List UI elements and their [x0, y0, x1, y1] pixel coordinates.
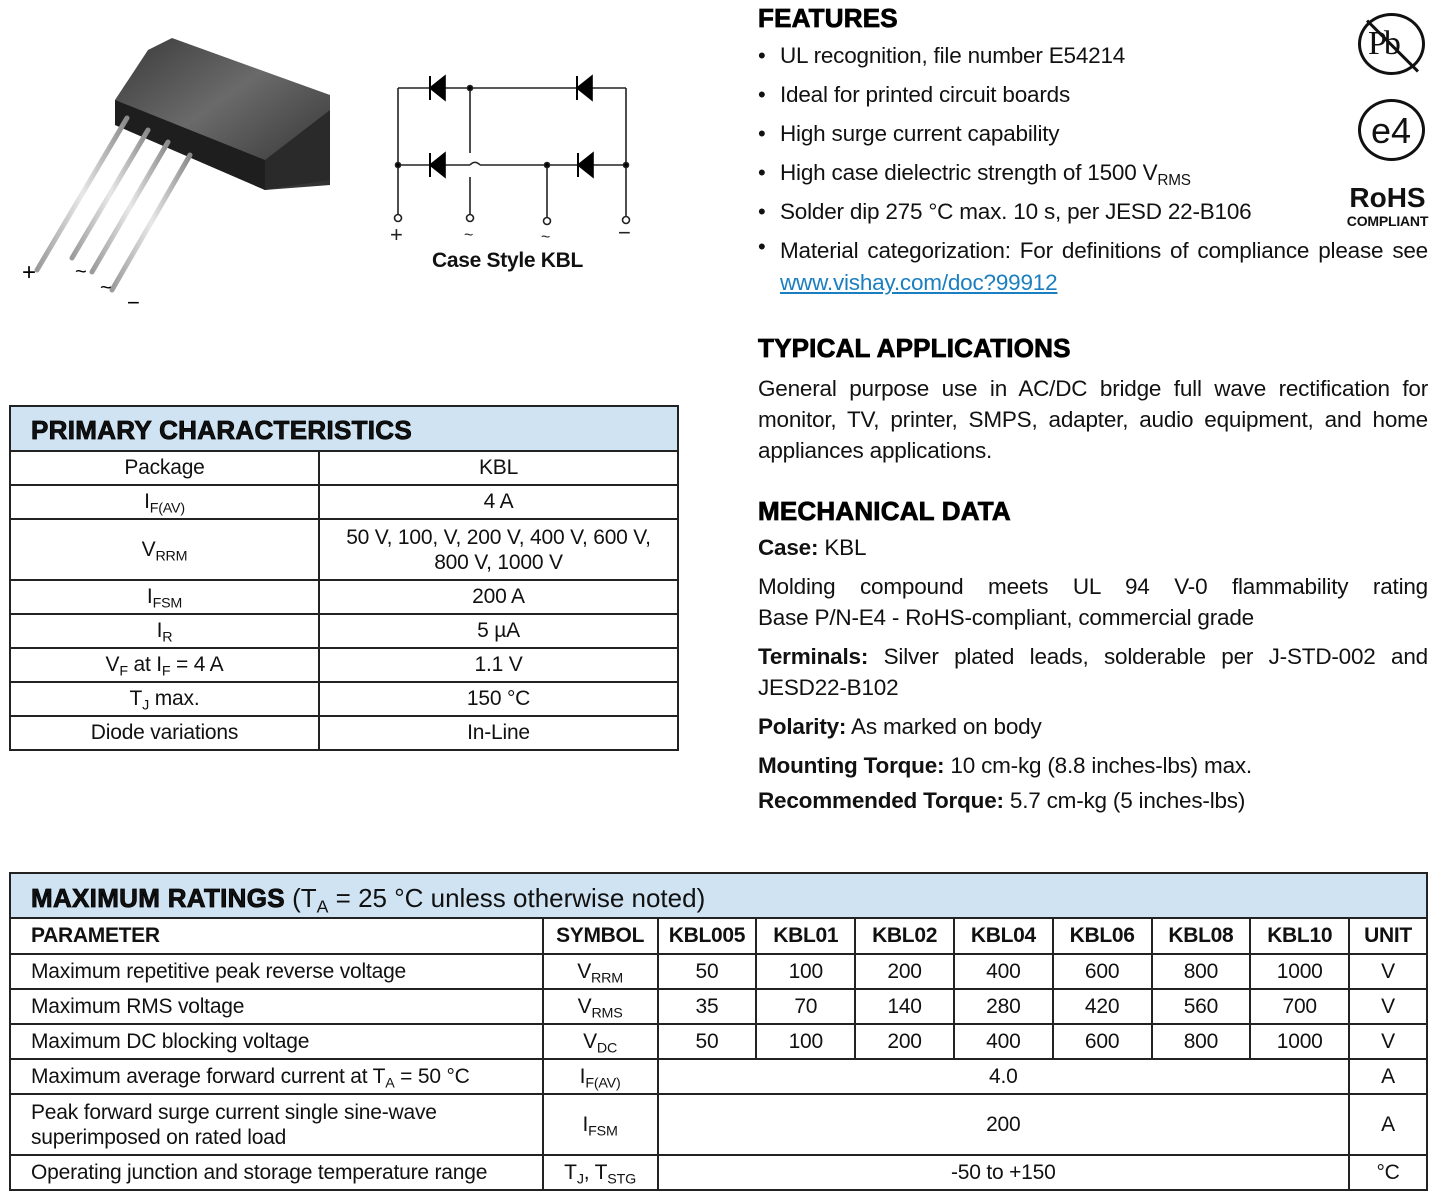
col-header-parameter: PARAMETER	[10, 918, 543, 954]
value-cell: 800	[1152, 954, 1251, 989]
row-key: $I_{F(AV)}$	[10, 485, 319, 519]
unit-cell: V	[1349, 954, 1427, 989]
mounting-torque-line: Mounting Torque: 10 cm-kg (8.8 inches-lbs) max.	[758, 753, 1252, 778]
col-header-kbl02: KBL02	[855, 918, 954, 954]
symbol-cell: $T_J$, $T_{STG}$	[543, 1155, 658, 1190]
pb-free-badge	[1358, 13, 1425, 75]
unit-cell: V	[1349, 989, 1427, 1024]
value-cell: 1000	[1250, 1024, 1349, 1059]
schematic-label-minus: −	[618, 220, 631, 245]
param-cell: Maximum average forward current at $T_A = 50$ °C	[10, 1059, 543, 1094]
table-row	[10, 519, 678, 580]
col-header-symbol: SYMBOL	[543, 918, 658, 954]
table-row	[10, 451, 678, 485]
recommended-torque-line: Recommended Torque: 5.7 cm-kg (5 inches-lbs)	[758, 788, 1246, 813]
value-cell: 400	[954, 954, 1053, 989]
rohs-compliant-label: COMPLIANT	[1346, 213, 1429, 229]
feature-item: • High case dielectric strength of 1500 $V_{RMS}$	[758, 153, 1428, 192]
lead-1	[37, 118, 127, 270]
row-value: KBL	[319, 451, 678, 485]
table-row	[10, 580, 678, 614]
param-cell: Maximum DC blocking voltage	[10, 1024, 543, 1059]
rohs-badge	[1345, 183, 1430, 229]
molding-line: Molding compound meets UL 94 V-0 flammability rating Base P/N-E4 - RoHS-compliant, commercial grade	[758, 574, 1428, 630]
row-value: 1.1 V	[319, 648, 678, 682]
param-cell: Maximum repetitive peak reverse voltage	[10, 954, 543, 989]
row-value: 150 °C	[319, 682, 678, 716]
param-cell: Maximum RMS voltage	[10, 989, 543, 1024]
bridge-rectifier-photo	[0, 0, 360, 320]
col-header-kbl10: KBL10	[1250, 918, 1349, 954]
row-key: $V_{RRM}$	[10, 519, 319, 580]
col-header-kbl08: KBL08	[1152, 918, 1251, 954]
unit-cell: V	[1349, 1024, 1427, 1059]
feature-item: • Material categorization: For definitions of compliance please see www.vishay.com/doc?99912	[758, 231, 1428, 299]
table-row	[10, 648, 678, 682]
symbol-cell: $I_{FSM}$	[543, 1094, 658, 1155]
symbol-cell: $V_{RMS}$	[543, 989, 658, 1024]
primary-characteristics-table	[9, 405, 679, 751]
value-cell: 140	[855, 989, 954, 1024]
col-header-kbl04: KBL04	[954, 918, 1053, 954]
symbol-cell: $V_{DC}$	[543, 1024, 658, 1059]
row-value: 4 A	[319, 485, 678, 519]
row-key: $V_F$ at $I_F = 4$ A	[10, 648, 319, 682]
features-list	[758, 36, 1428, 299]
ratings-table-title: MAXIMUM RATINGS ($T_A = 25$ °C unless otherwise noted)	[10, 873, 1427, 918]
symbol-cell: $V_{RRM}$	[543, 954, 658, 989]
applications-section	[758, 333, 1428, 466]
row-value: 5 µA	[319, 614, 678, 648]
value-cell: 600	[1053, 1024, 1152, 1059]
applications-text: General purpose use in AC/DC bridge full wave rectification for monitor, TV, printer, SMPS, adapter, audio equipment, and home appliances applications.	[758, 376, 1428, 463]
schematic-label-plus: +	[390, 222, 403, 245]
schematic-label-ac1: ~	[464, 227, 474, 244]
rohs-label: RoHS	[1349, 182, 1426, 213]
feature-item: • Solder dip 275 °C max. 10 s, per JESD 22-B106	[758, 192, 1428, 231]
diode-bottom-right	[578, 153, 593, 177]
row-key: $T_J$ max.	[10, 682, 319, 716]
row-key: Diode variations	[10, 716, 319, 750]
value-cell: 50	[658, 954, 757, 989]
compliance-link[interactable]: www.vishay.com/doc?99912	[780, 270, 1058, 295]
primary-table-title: PRIMARY CHARACTERISTICS	[10, 406, 678, 451]
maximum-ratings-table	[9, 872, 1428, 1191]
param-cell: Operating junction and storage temperature range	[10, 1155, 543, 1190]
param-cell: Peak forward surge current single sine-wave superimposed on rated load	[10, 1094, 543, 1155]
col-header-kbl005: KBL005	[658, 918, 757, 954]
case-style-label: Case Style KBL	[432, 249, 584, 272]
table-row	[10, 1024, 1427, 1059]
terminals-line: Terminals: Silver plated leads, solderable per J-STD-002 and JESD22-B102	[758, 644, 1428, 700]
col-header-kbl01: KBL01	[756, 918, 855, 954]
diode-bottom-left	[430, 153, 445, 177]
value-cell: 280	[954, 989, 1053, 1024]
span-value-cell: 200	[658, 1094, 1350, 1155]
row-key: $I_R$	[10, 614, 319, 648]
pin-label-plus: +	[22, 259, 37, 286]
e4-badge	[1358, 99, 1425, 161]
diode-top-right	[577, 76, 592, 100]
table-row	[10, 716, 678, 750]
e4-icon: e4	[1371, 110, 1412, 151]
value-cell: 420	[1053, 989, 1152, 1024]
diode-top-left	[430, 76, 445, 100]
features-section	[758, 3, 1428, 299]
row-key: $I_{FSM}$	[10, 580, 319, 614]
unit-cell: A	[1349, 1059, 1427, 1094]
table-row	[10, 954, 1427, 989]
applications-heading: TYPICAL APPLICATIONS	[758, 333, 1071, 363]
pin-label-ac1: ~	[75, 261, 87, 283]
row-value: 50 V, 100, V, 200 V, 400 V, 600 V, 800 V, 1000 V	[319, 519, 678, 580]
mechanical-section	[758, 496, 1428, 816]
value-cell: 600	[1053, 954, 1152, 989]
table-row	[10, 1155, 1427, 1190]
pin-label-ac2: ~	[100, 277, 112, 299]
unit-cell: A	[1349, 1094, 1427, 1155]
pin-label-minus: −	[127, 290, 140, 315]
row-value: In-Line	[319, 716, 678, 750]
pb-free-icon: Pb	[1368, 25, 1398, 62]
value-cell: 200	[855, 954, 954, 989]
value-cell: 100	[756, 954, 855, 989]
value-cell: 35	[658, 989, 757, 1024]
table-row	[10, 1059, 1427, 1094]
symbol-cell: $I_{F(AV)}$	[543, 1059, 658, 1094]
row-value: 200 A	[319, 580, 678, 614]
feature-item: • Ideal for printed circuit boards	[758, 75, 1428, 114]
table-row	[10, 989, 1427, 1024]
schematic-label-ac2: ~	[541, 229, 551, 245]
features-heading: FEATURES	[758, 3, 898, 33]
value-cell: 70	[756, 989, 855, 1024]
table-row	[10, 614, 678, 648]
value-cell: 400	[954, 1024, 1053, 1059]
polarity-line: Polarity: As marked on body	[758, 714, 1042, 739]
table-row	[10, 485, 678, 519]
value-cell: 1000	[1250, 954, 1349, 989]
table-row	[10, 682, 678, 716]
feature-item: • UL recognition, file number E54214	[758, 36, 1428, 75]
bridge-schematic-diagram	[380, 70, 650, 245]
span-value-cell: -50 to +150	[658, 1155, 1350, 1190]
feature-item: • High surge current capability	[758, 114, 1428, 153]
span-value-cell: 4.0	[658, 1059, 1350, 1094]
col-header-kbl06: KBL06	[1053, 918, 1152, 954]
row-key: Package	[10, 451, 319, 485]
value-cell: 100	[756, 1024, 855, 1059]
value-cell: 50	[658, 1024, 757, 1059]
case-line: Case: KBL	[758, 535, 867, 560]
value-cell: 200	[855, 1024, 954, 1059]
table-row	[10, 1094, 1427, 1155]
ratings-header-row	[10, 918, 1427, 954]
value-cell: 560	[1152, 989, 1251, 1024]
value-cell: 800	[1152, 1024, 1251, 1059]
col-header-unit: UNIT	[1349, 918, 1427, 954]
unit-cell: °C	[1349, 1155, 1427, 1190]
value-cell: 700	[1250, 989, 1349, 1024]
mechanical-heading: MECHANICAL DATA	[758, 496, 1011, 526]
